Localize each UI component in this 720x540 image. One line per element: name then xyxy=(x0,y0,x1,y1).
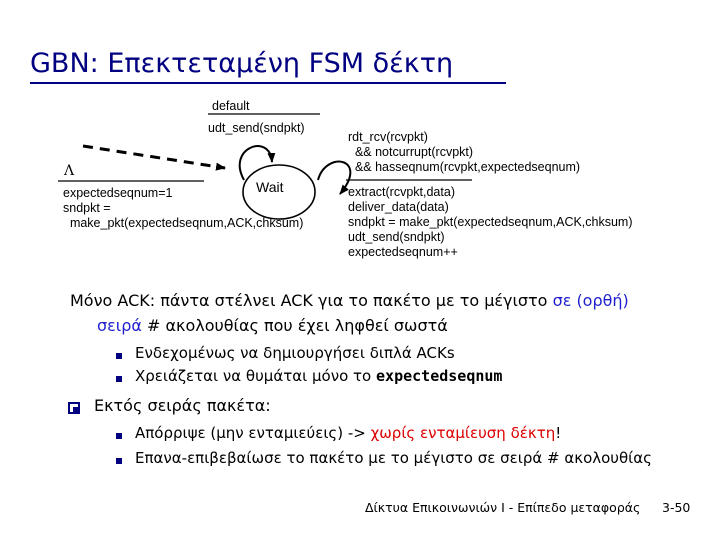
rcv-action-line-2: deliver_data(data) xyxy=(348,200,449,214)
sub-bullet-discard xyxy=(135,424,561,442)
default-event-label: default xyxy=(212,99,250,113)
sub3-text-c: ! xyxy=(555,424,562,442)
footer-page-number: 3-50 xyxy=(662,500,691,515)
square-bullet-icon xyxy=(116,353,122,359)
initial-transition-arrow xyxy=(83,146,225,168)
rcv-event-line-3: && hasseqnum(rcvpkt,expectedseqnum) xyxy=(348,160,581,174)
sub3-text-b: χωρίς ενταμίευση δέκτη xyxy=(370,424,556,442)
sub2-text: Χρειάζεται να θυμάται μόνο το xyxy=(135,367,377,385)
initial-action-line-3: make_pkt(expectedseqnum,ACK,chksum) xyxy=(63,216,304,230)
expectedseqnum-code: expectedseqnum xyxy=(376,367,503,385)
footer-course: Δίκτυα Επικοινωνιών Ι - Επίπεδο μεταφοράς xyxy=(365,500,641,515)
square-bullet-icon xyxy=(116,433,122,439)
ack-text-a: Μόνο ACK: πάντα στέλνει ACK για το πακέτο με το μέγιστο xyxy=(70,291,553,310)
sub-bullet-remember xyxy=(135,367,502,385)
rcv-action-line-1: extract(rcvpkt,data) xyxy=(348,185,455,199)
ack-text-d: # ακολουθίας που έχει ληφθεί σωστά xyxy=(141,316,448,335)
checkbox-bullet-icon xyxy=(68,402,80,414)
square-bullet-icon xyxy=(116,376,122,382)
ack-text-b: σε (ορθή) xyxy=(552,291,629,310)
default-action-label: udt_send(sndpkt) xyxy=(208,121,305,135)
ack-text-c: σειρά xyxy=(97,316,142,335)
rcv-event-line-1: rdt_rcv(rcvpkt) xyxy=(348,130,428,144)
square-bullet-icon xyxy=(116,458,122,464)
sub-bullet-duplicate-acks: Ενδεχομένως να δημιουργήσει διπλά ACKs xyxy=(135,344,455,362)
out-of-order-heading: Εκτός σειράς πακέτα: xyxy=(94,396,271,415)
sub-bullet-reack: Επανα-επιβεβαίωσε το πακέτο με το μέγιστο σε σειρά # ακολουθίας xyxy=(135,449,652,467)
initial-action-line-1: expectedseqnum=1 xyxy=(63,186,173,200)
slide-title: GBN: Επεκτεταμένη FSM δέκτη xyxy=(30,48,454,79)
rcv-action-line-4: udt_send(sndpkt) xyxy=(348,230,445,244)
rcv-action-line-5: expectedseqnum++ xyxy=(348,245,458,259)
rcv-action-line-3: sndpkt = make_pkt(expectedseqnum,ACK,chksum) xyxy=(348,215,633,229)
rcv-self-loop xyxy=(318,162,350,194)
ack-paragraph-line-2 xyxy=(97,316,448,335)
sub3-text-a: Απόρριψε (μην ενταμιεύεις) -> xyxy=(135,424,371,442)
initial-action-line-2: sndpkt = xyxy=(63,201,111,215)
wait-state-label: Wait xyxy=(256,179,284,195)
rcv-event-line-2: && notcurrupt(rcvpkt) xyxy=(348,145,474,159)
initial-event-label: Λ xyxy=(64,163,75,179)
ack-paragraph-line-1 xyxy=(70,291,629,310)
